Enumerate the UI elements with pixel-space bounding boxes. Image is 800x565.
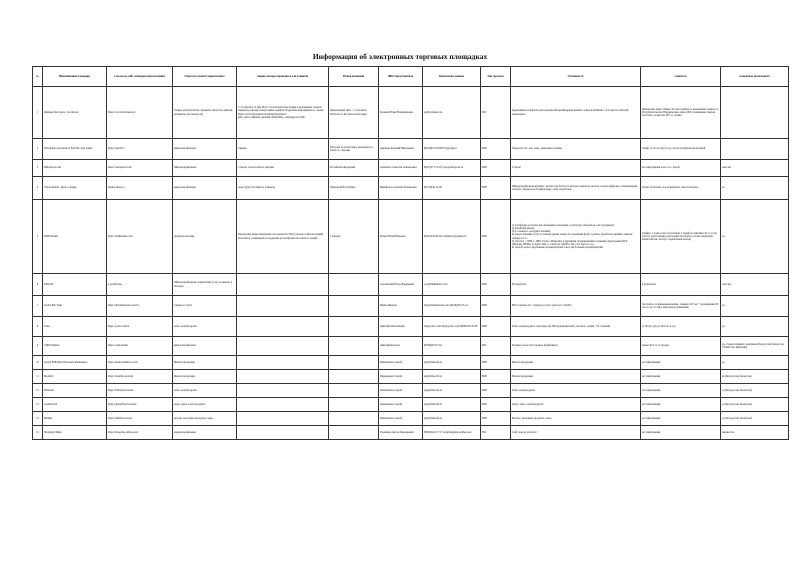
features-cell: Широкопрофильная витрина, экспорт для быстрого выхода товаров на экспорт, полное цифровое сопровождение экспорта, перевод на 8 языков мира, агент получатель (511, 177, 641, 200)
cost-cell: тариф: от 91 тыс.руб в год, чат на платформе бесплатный (641, 139, 721, 160)
contact-info-cell: 8(917)949-14-69 (423, 177, 481, 200)
column-header: № (33, 67, 43, 87)
contact-info-cell: api@inline-ltd.ru (423, 412, 481, 426)
table-row (33, 139, 789, 160)
export-activity-cell (721, 139, 789, 160)
column-header: Отрасль (сегмент) маркетплейса (173, 67, 237, 87)
table-row (33, 177, 789, 200)
trade-type-cell: B2B (481, 296, 511, 317)
cost-cell: нет информации (641, 426, 721, 440)
representative-cell: Никифоров Алексей Леонидович (379, 177, 423, 200)
table-row (33, 200, 789, 274)
representative-cell: Пашковенко Сергей (379, 398, 423, 412)
sector-cell: рыба, морепродукты (173, 384, 237, 398)
promotions-cell (237, 274, 329, 296)
representative-cell: Дьяченко Евгений Николаевич (379, 139, 423, 160)
representative-cell: Ирина Ивахова (379, 296, 423, 317)
sector-cell: Мясная продукция (173, 356, 237, 370)
row-number-cell: 8 (33, 317, 43, 337)
export-activity-cell: да (Белоруссия, Казахстан) (721, 370, 789, 384)
marketplace-name-cell: Meatinfo (43, 370, 107, 384)
region-cell (329, 384, 379, 398)
sector-cell: Товары ручной работы, предметы искусства, винтаж, материалы для творчества (173, 87, 237, 139)
trade-type-cell: B2B (481, 274, 511, 296)
contact-info-cell: 8(913)823-56-86 fi+ig@sapl.ru (423, 139, 481, 160)
trade-type-cell: B2B (481, 384, 511, 398)
region-cell (329, 356, 379, 370)
features-cell: Крупнейшая платформа для покупателей дизайнерских вещей и товаров handmade с 8,5 млн посетителей ежемесячно (511, 87, 641, 139)
cost-cell: нет информации (641, 384, 721, 398)
column-header: ФИО представителя (379, 67, 423, 87)
features-cell: В разработке (511, 274, 641, 296)
promotions-cell: Скидки (237, 139, 329, 160)
trade-type-cell: B2B (481, 160, 511, 177)
sector-cell: широкопрофильная (173, 177, 237, 200)
region-cell: г. Москва (329, 200, 379, 274)
marketplace-url-cell[interactable]: https://meatonommerce.com (107, 356, 173, 370)
trade-type-cell: B2B (481, 317, 511, 337)
column-header: экспортная деятельность (721, 67, 789, 87)
row-number-cell: 3 (33, 160, 43, 177)
export-activity-cell: да (Белоруссия, Казахстан) (721, 398, 789, 412)
table-row (33, 426, 789, 440)
row-number-cell: 4 (33, 177, 43, 200)
region-cell (329, 426, 379, 440)
marketplace-name-cell: Shopping Online (43, 426, 107, 440)
marketplaces-table (32, 66, 789, 440)
representative-cell: Архипов Станислав Геннадьевич (379, 160, 423, 177)
contact-info-cell: 8(927)273-72-85, post@ruexporter.ru (423, 160, 481, 177)
cost-cell: платно бесплатно, после выберите самостоятельно (641, 177, 721, 200)
sector-cell: Широкопрофильная, маркетплейс услуг по выводу и экспорту (173, 274, 237, 296)
features-cell: Сайт пока не работает (511, 426, 641, 440)
marketplace-url-cell[interactable]: https://yomo.com/ru (107, 317, 173, 337)
features-cell: 1) платформа доступна для обращения к площадке, к затем уже обходиться с вас продавцом; 2) китайский рынок; 3) в основном - продукты питания; 4) предоставление услуг по анализу рынка товара, исследования фокус группы, разработка дизайна, вывозит сервису в т.ч.; 5) работает с 1999 г., 1688, Taobao, Pinduoduo и крупными традиционными сетевыми операторами (OLE, JinGuang, HEMA, G-Super, Metro, Carrefour, SAM'S Club, City Super и т.д.); 6) экспорт на все зарубежные производителей, так и для больших производителей (511, 200, 641, 274)
trade-type-cell: B2B (481, 356, 511, 370)
features-cell: Мясная продукция (511, 370, 641, 384)
column-header: Тип торговли (481, 67, 511, 87)
contact-info-cell: dm@yomo.com info@yomo.com 8(986)726-45-39 (423, 317, 481, 337)
trade-type-cell: B2C (481, 426, 511, 440)
cost-cell: тарифы: 1 полностью бесплатный, 2 тарифа в зависимости от услуг, для рег. регистрации регистрация бесплатна (сезоны, маркетинг, компетентная, экспорт, подключение Китая) (641, 200, 721, 274)
cost-cell: от 90 тыс руб до 450 тыс в год (641, 317, 721, 337)
trade-type-cell: B2C (481, 87, 511, 139)
export-activity-cell: да (721, 177, 789, 200)
contact-info-cell: api@inline-ltd.ru (423, 370, 481, 384)
marketplace-name-cell: СДЕК Маркет (43, 337, 107, 356)
cost-cell: нет информации (641, 356, 721, 370)
table-row (33, 384, 789, 398)
promotions-cell (237, 412, 329, 426)
promotions-cell (237, 384, 329, 398)
row-number-cell: 5 (33, 200, 43, 274)
promotions-cell: С 21 апреля по 4 мая 2022 г. бесплатная регистрация и размещение товаров, скидки на рекламу и внутренние сервисы. Подробная информация по ссылке: https://www.livemaster.ru/landings/newmaste?utm_source=dfdderm_medium=smmfrdfrm_campaign=newfrdb (237, 87, 329, 139)
contact-info-cell: ib@globalbustrade.com, 8(916)395-35-41 (423, 296, 481, 317)
cost-cell: комиссия 4 % от продаж (641, 337, 721, 356)
region-cell: Чувашская Республика (329, 177, 379, 200)
cost-cell: нет информации (641, 370, 721, 384)
representative-cell: Дмитрий Колесов (379, 337, 423, 356)
features-cell: Розница, более млн товаров, фулфилмент (511, 337, 641, 356)
column-header: Ссылка на сайт площадки (при наличии) (107, 67, 173, 87)
sector-cell: молоко, молочные продукты, сыры (173, 412, 237, 426)
table-row (33, 317, 789, 337)
column-header: Наименование площадки (43, 67, 107, 87)
export-activity-cell: неизвестно (721, 426, 789, 440)
promotions-cell (237, 356, 329, 370)
row-number-cell: 14 (33, 412, 43, 426)
export-activity-cell: да (721, 200, 789, 274)
promotions-cell (237, 370, 329, 384)
trade-type-cell: B2B (481, 200, 511, 274)
contact-info-cell: api@inline-ltd.ru (423, 398, 481, 412)
column-header: Особенности (511, 67, 641, 87)
table-row (33, 398, 789, 412)
representative-cell: Пашковенко Сергей (379, 412, 423, 426)
promotions-cell (237, 317, 329, 337)
cost-cell: бесплатно, по временным мерам - первый 120 тыс + продвижение 99 тыс в год, за самостоятельное размещение (641, 296, 721, 317)
promotions-cell (237, 426, 329, 440)
trade-type-cell: B2B (481, 412, 511, 426)
representative-cell: Дмитрий Максимович (379, 317, 423, 337)
table-row (33, 412, 789, 426)
representative-cell: Пашковенко Сергей (379, 384, 423, 398)
export-activity-cell (721, 87, 789, 139)
trade-type-cell: B2B (481, 370, 511, 384)
marketplace-name-cell: Платформа для бизнеса Sapl biz; Sapl online (43, 139, 107, 160)
marketplace-url-cell[interactable]: https://www.livemaster.ru/ (107, 87, 173, 139)
region-cell (329, 296, 379, 317)
marketplace-name-cell: Global B2B Meat Wholesale Marketplace (43, 356, 107, 370)
region-cell (329, 370, 379, 384)
marketplace-url-cell[interactable]: https://cdek.market (107, 337, 173, 356)
region-cell (329, 337, 379, 356)
table-row (33, 87, 789, 139)
features-cell: Молоко, молочные продукты, сыры (511, 412, 641, 426)
table-row (33, 370, 789, 384)
export-activity-cell: да (Белоруссия, Казахстан) (721, 412, 789, 426)
contact-info-cell: 8(901)229-84-82 y.sulimova@yandex.ru (423, 200, 481, 274)
column-header: Акции, которые проводятся для клиентов (237, 67, 329, 87)
marketplace-name-cell: Fishretail (43, 384, 107, 398)
sector-cell: Широкопрофильная (173, 160, 237, 177)
row-number-cell: 7 (33, 296, 43, 317)
cost-cell: нет информации (641, 398, 721, 412)
row-number-cell: 13 (33, 398, 43, 412)
sector-cell: широкопрофильная (173, 426, 237, 440)
sector-cell: продукты питания (173, 200, 237, 274)
promotions-cell: Стартап, проект ещё не запущен (237, 160, 329, 177)
representative-cell: Смоленский Игорь Вадимович (379, 274, 423, 296)
region-cell (329, 412, 379, 426)
marketplace-name-cell: Wayez market. Экспо софтвар (43, 177, 107, 200)
region-cell: Центральный офис - г. Смоленск. Работает по России и всему миру (329, 87, 379, 139)
contact-info-cell: api@inline-ltd.ru (423, 384, 481, 398)
sector-cell: Мясная продукция (173, 370, 237, 384)
row-number-cell: 11 (33, 370, 43, 384)
features-cell: Заказы на опт., кор. лица, доверение регионы (511, 139, 641, 160)
promotions-cell (237, 337, 329, 356)
page-title: Информация об электронных торговых площадках (312, 52, 488, 61)
marketplace-url-cell[interactable]: market.ekspo.io (107, 177, 173, 200)
cost-cell: нет информации (641, 412, 721, 426)
marketplace-name-cell: Graindboard (43, 398, 107, 412)
trade-type-cell: B2C (481, 337, 511, 356)
promotions-cell: Проведение акции направлено на количество SKU (сколько товаров позиций бесплатно), размещение и поддержка на платформе бесплатного тарифа (237, 200, 329, 274)
export-activity-cell: да (721, 296, 789, 317)
marketplace-url-cell[interactable]: https://globalbustrade.com/ru/ (107, 296, 173, 317)
table-row (33, 160, 789, 177)
marketplace-url-cell[interactable]: https://shopping-online.store/ (107, 426, 173, 440)
export-activity-cell: пока нет (721, 274, 789, 296)
export-activity-cell: да (721, 317, 789, 337)
contact-info-cell: api@inline-ltd.ru (423, 356, 481, 370)
contact-info-cell: 8(905)244-37-37, ton@shopping-online.store (423, 426, 481, 440)
marketplace-name-cell: Milknet (43, 412, 107, 426)
row-number-cell: 6 (33, 274, 43, 296)
export-activity-cell: да (Белоруссия, Казахстан) (721, 384, 789, 398)
representative-cell: Токаненко Антон Геннадьевич (379, 426, 423, 440)
representative-cell: Пашковенко Сергей (379, 356, 423, 370)
export-activity-cell: да (721, 356, 789, 370)
features-cell: B2C и малый опт., товары и услуги, работает с PayPal (511, 296, 641, 317)
representative-cell: Ереева Юлия Юрьевна (379, 200, 423, 274)
representative-cell: Бозкина Юлия Владимировна (379, 87, 423, 139)
promotions-cell: скоро будет под пакет и поменять (237, 177, 329, 200)
table-row (33, 296, 789, 317)
marketplace-url-cell[interactable]: в разработке (107, 274, 173, 296)
marketplace-url-cell[interactable]: https://fishretail.ru/trade (107, 384, 173, 398)
column-header: Регион компании (329, 67, 379, 87)
row-number-cell: 10 (33, 356, 43, 370)
table-row (33, 274, 789, 296)
contact-info-cell: 8(930)487-67-64 (423, 337, 481, 356)
features-cell: Стартап (511, 160, 641, 177)
marketplace-name-cell: RuExporter.com (43, 160, 107, 177)
sector-cell: широкопрофильная (173, 139, 237, 160)
marketplace-url-cell[interactable]: https://sapl3/ru/ (107, 139, 173, 160)
trade-type-cell: B2B (481, 139, 511, 160)
promotions-cell (237, 296, 329, 317)
features-cell: Зерно, мука, хлебопродукты (511, 398, 641, 412)
export-activity-cell: пока нет (721, 160, 789, 177)
sector-cell: товары и услуги (173, 296, 237, 317)
cost-cell: нет информации пока, это стартап (641, 160, 721, 177)
row-number-cell: 9 (33, 337, 43, 356)
marketplace-name-cell: Ярмарка Мастеров - Livemaster (43, 87, 107, 139)
marketplace-name-cell: EMD Market (43, 200, 107, 274)
features-cell: Рыба, морепродукты, партнеры для 360 производителей, уже было сделки с 56 странами (511, 317, 641, 337)
marketplace-url-cell[interactable]: https://meatinfo.ru/trade (107, 370, 173, 384)
region-cell: Работаем по всему миру, находимся в г. Томск и г. Аксаны (329, 139, 379, 160)
representative-cell: Пашковенко Сергей (379, 370, 423, 384)
trade-type-cell: B2B (481, 398, 511, 412)
sector-cell: широкопрофильная (173, 337, 237, 356)
marketplace-url-cell[interactable]: https://milknet.ru/trade (107, 412, 173, 426)
cost-cell: Физические лица: гибкие система тарифов за размещение товаров от 99 рублей в месяц. Юридические лица и ИП: размещение товаров бесплатно, комиссия 18% от суммы (641, 87, 721, 139)
column-header: стоимость (641, 67, 721, 87)
row-number-cell: 12 (33, 384, 43, 398)
row-number-cell: 2 (33, 139, 43, 160)
marketplace-name-cell: EXPLAT (43, 274, 107, 296)
sector-cell: рыба, морепродукты (173, 317, 237, 337)
row-number-cell: 1 (33, 87, 43, 139)
region-cell (329, 317, 379, 337)
sector-cell: зерно, мука, хлебопродукты (173, 398, 237, 412)
promotions-cell (237, 398, 329, 412)
marketplace-name-cell: Global Bus Trade (43, 296, 107, 317)
marketplace-url-cell[interactable]: https://ruexporter.com/ (107, 160, 173, 177)
marketplace-url-cell[interactable]: https://emdmarket.com/ (107, 200, 173, 274)
contact-info-cell: ceo@haphmarket.com (423, 274, 481, 296)
cost-cell: в разработке (641, 274, 721, 296)
column-header: Контактные данные (423, 67, 481, 87)
table-row (33, 356, 789, 370)
export-activity-cell: да, страны ближнего зарубежья (Белоруссия, Казахстан, Узбекистан, Киргизия) (721, 337, 789, 356)
region-cell: Российская Федерация (329, 160, 379, 177)
features-cell: Рыба, морепродукты (511, 384, 641, 398)
table-header-row (33, 67, 789, 87)
row-number-cell: 15 (33, 426, 43, 440)
trade-type-cell: B2B (481, 177, 511, 200)
features-cell: Мясная продукция (511, 356, 641, 370)
table-row (33, 337, 789, 356)
region-cell (329, 274, 379, 296)
contact-info-cell: pr@livemaster.ru (423, 87, 481, 139)
region-cell (329, 398, 379, 412)
marketplace-url-cell[interactable]: https://graindboard.ru/trade (107, 398, 173, 412)
marketplace-name-cell: Yomo (43, 317, 107, 337)
